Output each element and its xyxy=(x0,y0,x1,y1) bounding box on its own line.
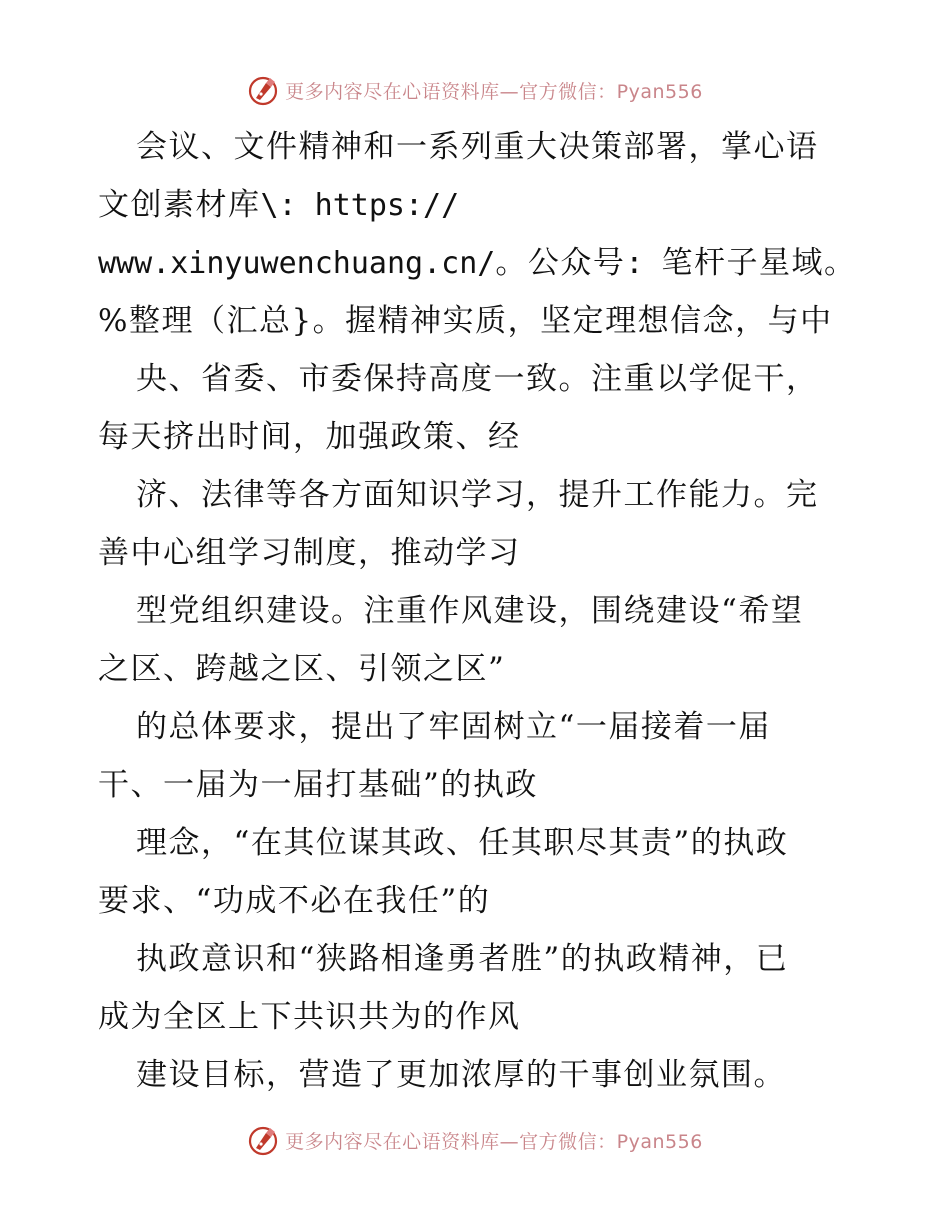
text-line-10: 之区、跨越之区、引领之区” xyxy=(98,651,506,687)
text-line-13: 理念，“在其位谋其政、任其职尽其责”的执政 xyxy=(136,825,789,861)
header-watermark xyxy=(0,72,950,108)
text-line-1: 会议、文件精神和一系列重大决策部署，掌心语 xyxy=(136,129,819,165)
text-line-8: 善中心组学习制度，推动学习 xyxy=(98,535,521,571)
pen-nib-seal-icon xyxy=(247,74,279,106)
footer-watermark xyxy=(0,1122,950,1158)
text-line-11: 的总体要求，提出了牢固树立“一届接着一届 xyxy=(136,709,771,745)
text-line-15: 执政意识和“狭路相逢勇者胜”的执政精神，已 xyxy=(136,941,789,977)
text-line-7: 济、法律等各方面知识学习，提升工作能力。完 xyxy=(136,477,819,513)
text-line-12: 干、一届为一届打基础”的执政 xyxy=(98,767,538,803)
text-line-17: 建设目标，营造了更加浓厚的干事创业氛围。 xyxy=(136,1057,786,1093)
text-line-3: www.xinyuwenchuang.cn/。公众号: 笔杆子星域。 xyxy=(98,245,857,281)
text-line-2: 文创素材库\: https:// xyxy=(98,187,460,223)
document-body xyxy=(98,118,858,1104)
text-line-6: 每天挤出时间，加强政策、经 xyxy=(98,419,521,455)
text-line-16: 成为全区上下共识共为的作风 xyxy=(98,999,521,1035)
text-line-5: 央、省委、市委保持高度一致。注重以学促干， xyxy=(136,361,819,397)
watermark-text: 更多内容尽在心语资料库—官方微信：Pyan556 xyxy=(285,1130,703,1153)
text-line-14: 要求、“功成不必在我任”的 xyxy=(98,883,491,919)
watermark-text: 更多内容尽在心语资料库—官方微信：Pyan556 xyxy=(285,80,703,103)
text-line-9: 型党组织建设。注重作风建设，围绕建设“希望 xyxy=(136,593,804,629)
pen-nib-seal-icon xyxy=(247,1124,279,1156)
text-line-4: %整理（汇总}。握精神实质，坚定理想信念，与中 xyxy=(98,303,833,339)
